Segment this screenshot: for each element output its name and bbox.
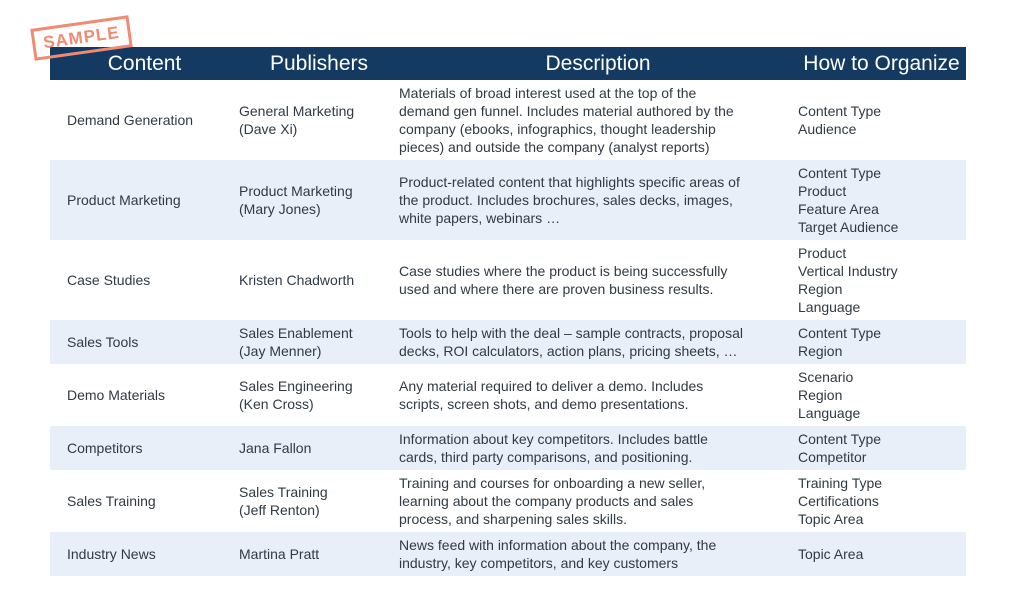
cell-publisher <box>239 320 399 364</box>
cell-organize-line: Training Type <box>798 475 883 491</box>
table-row <box>50 160 966 240</box>
header-how-to-organize: How to Organize <box>803 52 960 75</box>
cell-organize-line: Topic Area <box>798 546 864 562</box>
cell-description-line: cards, third party comparisons, and positioning. <box>399 449 693 465</box>
cell-description <box>399 364 797 426</box>
cell-description <box>399 80 797 160</box>
cell-publisher <box>239 364 399 426</box>
cell-description <box>399 320 797 364</box>
cell-description-line: the product. Includes brochures, sales decks, images, <box>399 192 733 208</box>
table-row <box>50 240 966 320</box>
cell-description <box>399 160 797 240</box>
cell-organize <box>797 364 966 426</box>
cell-organize-line: Content Type <box>798 103 882 119</box>
cell-organize-line: Topic Area <box>798 511 864 527</box>
cell-publisher-line: (Dave Xi) <box>239 121 298 137</box>
cell-content: Sales Training <box>67 493 156 509</box>
cell-content: Demand Generation <box>67 112 194 128</box>
cell-description-line: Case studies where the product is being successfully <box>399 263 728 279</box>
cell-description-line: pieces) and outside the company (analyst reports) <box>399 139 710 155</box>
cell-publisher-line: General Marketing <box>239 103 355 119</box>
cell-organize-line: Target Audience <box>798 219 899 235</box>
cell-description-line: Any material required to deliver a demo. Includes <box>399 378 704 394</box>
cell-organize-line: Content Type <box>798 325 882 341</box>
sample-stamp: SAMPLE <box>30 15 132 60</box>
cell-organize-line: Region <box>798 343 843 359</box>
cell-description-line: industry, key competitors, and key customers <box>399 555 679 571</box>
cell-publisher-line: (Mary Jones) <box>239 201 321 217</box>
cell-description <box>399 426 797 470</box>
cell-description-line: scripts, screen shots, and demo presentations. <box>399 396 689 412</box>
cell-publisher <box>239 470 399 532</box>
cell-publisher <box>239 426 399 470</box>
cell-description-line: Materials of broad interest used at the top of the <box>399 85 697 101</box>
cell-publisher-line: Martina Pratt <box>239 546 320 562</box>
table-row <box>50 80 966 160</box>
cell-content: Demo Materials <box>67 387 166 403</box>
cell-organize <box>797 80 966 160</box>
cell-description-line: company (ebooks, infographics, thought leadership <box>399 121 716 137</box>
header-publishers: Publishers <box>269 52 369 75</box>
table-row <box>50 364 966 426</box>
cell-publisher-line: (Ken Cross) <box>239 396 314 412</box>
cell-description-line: process, and sharpening sales skills. <box>399 511 628 527</box>
cell-publisher-line: Kristen Chadworth <box>239 272 355 288</box>
cell-publisher <box>239 532 399 576</box>
header-description: Description <box>545 52 651 75</box>
cell-publisher <box>239 80 399 160</box>
table-row <box>50 426 966 470</box>
cell-content: Case Studies <box>67 272 151 288</box>
cell-publisher-line: Sales Enablement <box>239 325 353 341</box>
cell-publisher-line: Jana Fallon <box>239 440 312 456</box>
header-content: Content <box>107 52 182 75</box>
cell-description-line: Product-related content that highlights specific areas of <box>399 174 740 190</box>
cell-description-line: white papers, webinars … <box>399 210 561 226</box>
cell-description-line: News feed with information about the company, the <box>399 537 717 553</box>
cell-content: Product Marketing <box>67 192 181 208</box>
cell-publisher-line: (Jeff Renton) <box>239 502 320 518</box>
cell-organize-line: Vertical Industry <box>798 263 898 279</box>
cell-organize-line: Audience <box>798 121 857 137</box>
cell-organize-line: Region <box>798 281 843 297</box>
cell-description <box>399 532 797 576</box>
cell-description-line: learning about the company products and sales <box>399 493 694 509</box>
cell-organize-line: Competitor <box>798 449 867 465</box>
cell-description-line: Information about key competitors. Includes battle <box>399 431 708 447</box>
cell-organize <box>797 426 966 470</box>
cell-content: Competitors <box>67 440 143 456</box>
cell-description-line: used and where there are proven business results. <box>399 281 714 297</box>
cell-organize-line: Product <box>798 183 847 199</box>
content-organization-table <box>50 47 966 576</box>
cell-description <box>399 240 797 320</box>
table-row <box>50 470 966 532</box>
cell-description-line: Tools to help with the deal – sample contracts, proposal <box>399 325 743 341</box>
cell-organize <box>797 470 966 532</box>
cell-organize <box>797 320 966 364</box>
cell-organize-line: Language <box>798 299 861 315</box>
cell-organize-line: Feature Area <box>798 201 879 217</box>
cell-publisher <box>239 240 399 320</box>
cell-organize-line: Scenario <box>798 369 854 385</box>
cell-organize-line: Region <box>798 387 843 403</box>
cell-publisher-line: Sales Training <box>239 484 328 500</box>
cell-publisher-line: Product Marketing <box>239 183 353 199</box>
cell-publisher-line: Sales Engineering <box>239 378 353 394</box>
cell-organize-line: Certifications <box>798 493 879 509</box>
cell-description <box>399 470 797 532</box>
cell-publisher <box>239 160 399 240</box>
cell-content: Industry News <box>67 546 156 562</box>
cell-organize <box>797 160 966 240</box>
cell-organize-line: Product <box>798 245 847 261</box>
cell-description-line: Training and courses for onboarding a new seller, <box>399 475 706 491</box>
cell-description-line: decks, ROI calculators, action plans, pricing sheets, … <box>399 343 738 359</box>
table-header-row <box>50 47 966 80</box>
cell-description-line: demand gen funnel. Includes material authored by the <box>399 103 734 119</box>
cell-organize-line: Language <box>798 405 861 421</box>
cell-content: Sales Tools <box>67 334 139 350</box>
cell-publisher-line: (Jay Menner) <box>239 343 322 359</box>
cell-organize <box>797 240 966 320</box>
table-row <box>50 320 966 364</box>
table-body <box>50 80 966 576</box>
cell-organize-line: Content Type <box>798 165 882 181</box>
cell-organize-line: Content Type <box>798 431 882 447</box>
cell-organize <box>797 532 966 576</box>
table-row <box>50 532 966 576</box>
